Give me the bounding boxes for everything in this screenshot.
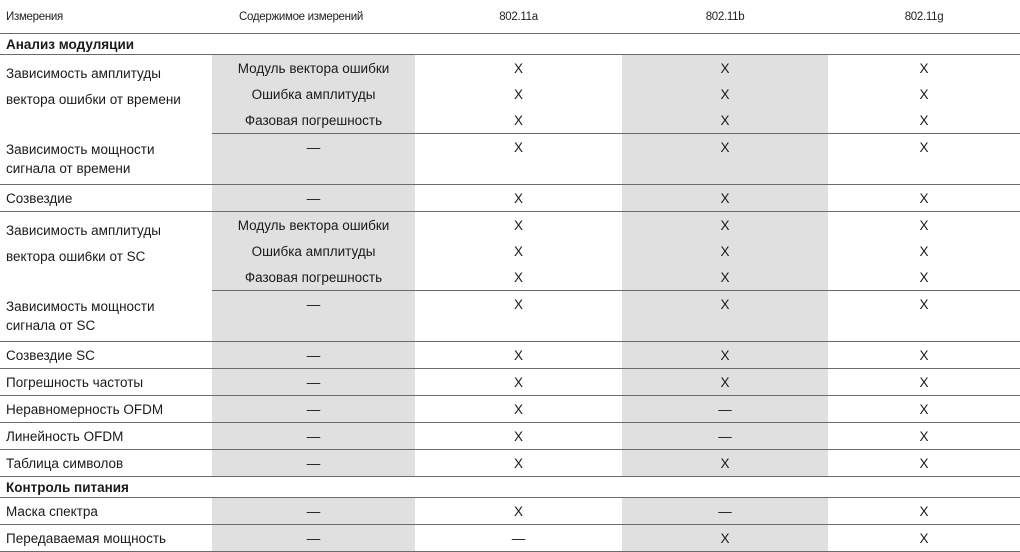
measurement-content: —: [212, 525, 415, 552]
header-80211b: 802.11b: [622, 0, 828, 34]
measurement-name: Погрешность частоты: [0, 369, 212, 396]
cell-80211g: X: [828, 185, 1020, 212]
cell-80211b: X: [622, 450, 828, 477]
table-row: [0, 55, 1020, 82]
table-row: [0, 291, 1020, 342]
measurement-name: Линейность OFDM: [0, 423, 212, 450]
measurement-name: Таблица символов: [0, 450, 212, 477]
cell-80211a: X: [415, 342, 622, 369]
header-80211a: 802.11a: [415, 0, 622, 34]
table-row: [0, 134, 1020, 185]
measurement-name-line1: Зависимость амплитуды: [6, 223, 161, 238]
cell-80211b: X: [622, 185, 828, 212]
measurement-name: Созвездие SC: [0, 342, 212, 369]
cell-80211a: X: [513, 60, 523, 76]
cell-80211a: X: [415, 107, 622, 134]
cell-80211g: X: [828, 423, 1020, 450]
cell-80211a: X: [513, 86, 523, 102]
measurement-name-line2: сигнала от SC: [6, 317, 96, 333]
measurement-content: —: [212, 396, 415, 423]
cell-80211a: X: [415, 291, 622, 342]
table-row: [0, 396, 1020, 423]
cell-80211b: —: [622, 423, 828, 450]
cell-80211b: X: [622, 342, 828, 369]
measurement-name-line1: Зависимость мощности: [6, 298, 155, 314]
cell-80211b: X: [622, 264, 828, 291]
cell-80211a: X: [415, 369, 622, 396]
group-row: [0, 34, 1020, 55]
cell-80211b: X: [622, 55, 828, 82]
table-row: [0, 450, 1020, 477]
measurement-name-line1: Зависимость амплитуды: [6, 66, 161, 81]
measurement-content: —: [212, 291, 415, 342]
cell-80211g: X: [828, 342, 1020, 369]
measurement-content: Фазовая погрешность: [212, 264, 415, 291]
group-row: [0, 477, 1020, 498]
table-row: [0, 525, 1020, 552]
measurement-name: Созвездие: [0, 185, 212, 212]
table-row: [0, 369, 1020, 396]
table-row: [0, 185, 1020, 212]
measurement-content: —: [212, 423, 415, 450]
header-content: Содержимое измерений: [212, 0, 415, 34]
cell-80211b: —: [622, 498, 828, 525]
cell-80211g: X: [828, 369, 1020, 396]
cell-80211a: X: [415, 498, 622, 525]
measurement-name: Передаваемая мощность: [0, 525, 212, 552]
cell-80211b: X: [622, 525, 828, 552]
measurement-name: Неравномерность OFDM: [0, 396, 212, 423]
cell-80211g: X: [828, 396, 1020, 423]
header-measurement: Измерения: [0, 0, 212, 34]
cell-80211b: X: [622, 291, 828, 342]
measurement-content: Фазовая погрешность: [212, 107, 415, 134]
measurement-content: —: [212, 450, 415, 477]
cell-80211b: X: [622, 369, 828, 396]
cell-80211g: X: [828, 450, 1020, 477]
cell-80211g: X: [828, 525, 1020, 552]
cell-80211g: X: [919, 86, 929, 102]
cell-80211a: X: [513, 243, 523, 259]
cell-80211a: X: [415, 264, 622, 291]
cell-80211a: X: [415, 450, 622, 477]
measurement-content: —: [212, 498, 415, 525]
group-title: Анализ модуляции: [0, 34, 1020, 55]
cell-80211g: X: [828, 264, 1020, 291]
table-header: [0, 0, 1020, 34]
table-row: [0, 212, 1020, 239]
group-title: Контроль питания: [0, 477, 1020, 498]
measurement-content: Ошибка амплитуды: [212, 81, 415, 107]
measurement-name-line1: Зависимость мощности: [6, 141, 155, 157]
cell-80211a: X: [415, 423, 622, 450]
cell-80211a: —: [415, 525, 622, 552]
measurement-name: [0, 291, 212, 342]
cell-80211a: X: [415, 396, 622, 423]
cell-80211a: X: [415, 185, 622, 212]
cell-80211g: X: [919, 217, 929, 233]
measurement-content: —: [212, 342, 415, 369]
header-80211g: 802.11g: [828, 0, 1020, 34]
measurement-name: Маска спектра: [0, 498, 212, 525]
cell-80211b: X: [622, 238, 828, 264]
cell-80211g: X: [828, 291, 1020, 342]
measurement-name: [0, 55, 212, 134]
cell-80211g: X: [919, 243, 929, 259]
cell-80211b: X: [622, 134, 828, 185]
measurement-content: —: [212, 369, 415, 396]
measurement-name-line2: сигнала от времени: [6, 160, 131, 176]
cell-80211b: X: [622, 212, 828, 239]
measurement-content: —: [212, 185, 415, 212]
cell-80211g: X: [828, 498, 1020, 525]
header-row: [0, 0, 1020, 34]
measurement-content: Модуль вектора ошибки: [212, 55, 415, 82]
cell-80211b: X: [622, 107, 828, 134]
cell-80211g: X: [828, 134, 1020, 185]
table-body: [0, 34, 1020, 552]
measurement-content: Ошибка амплитуды: [212, 238, 415, 264]
measurement-name: [0, 134, 212, 185]
measurement-name-line2: вектора оши6ки от SC: [6, 249, 146, 264]
measurement-content: —: [212, 134, 415, 185]
cell-80211b: —: [622, 396, 828, 423]
measurement-name: [0, 212, 212, 291]
table-row: [0, 498, 1020, 525]
cell-80211b: X: [622, 81, 828, 107]
cell-80211a: X: [513, 217, 523, 233]
measurement-name-line2: вектора ошибки от времени: [6, 92, 181, 107]
cell-80211g: X: [828, 107, 1020, 134]
table-row: [0, 423, 1020, 450]
measurement-content: Модуль вектора ошибки: [212, 212, 415, 239]
table-row: [0, 342, 1020, 369]
cell-80211g: X: [919, 60, 929, 76]
cell-80211a: X: [415, 134, 622, 185]
